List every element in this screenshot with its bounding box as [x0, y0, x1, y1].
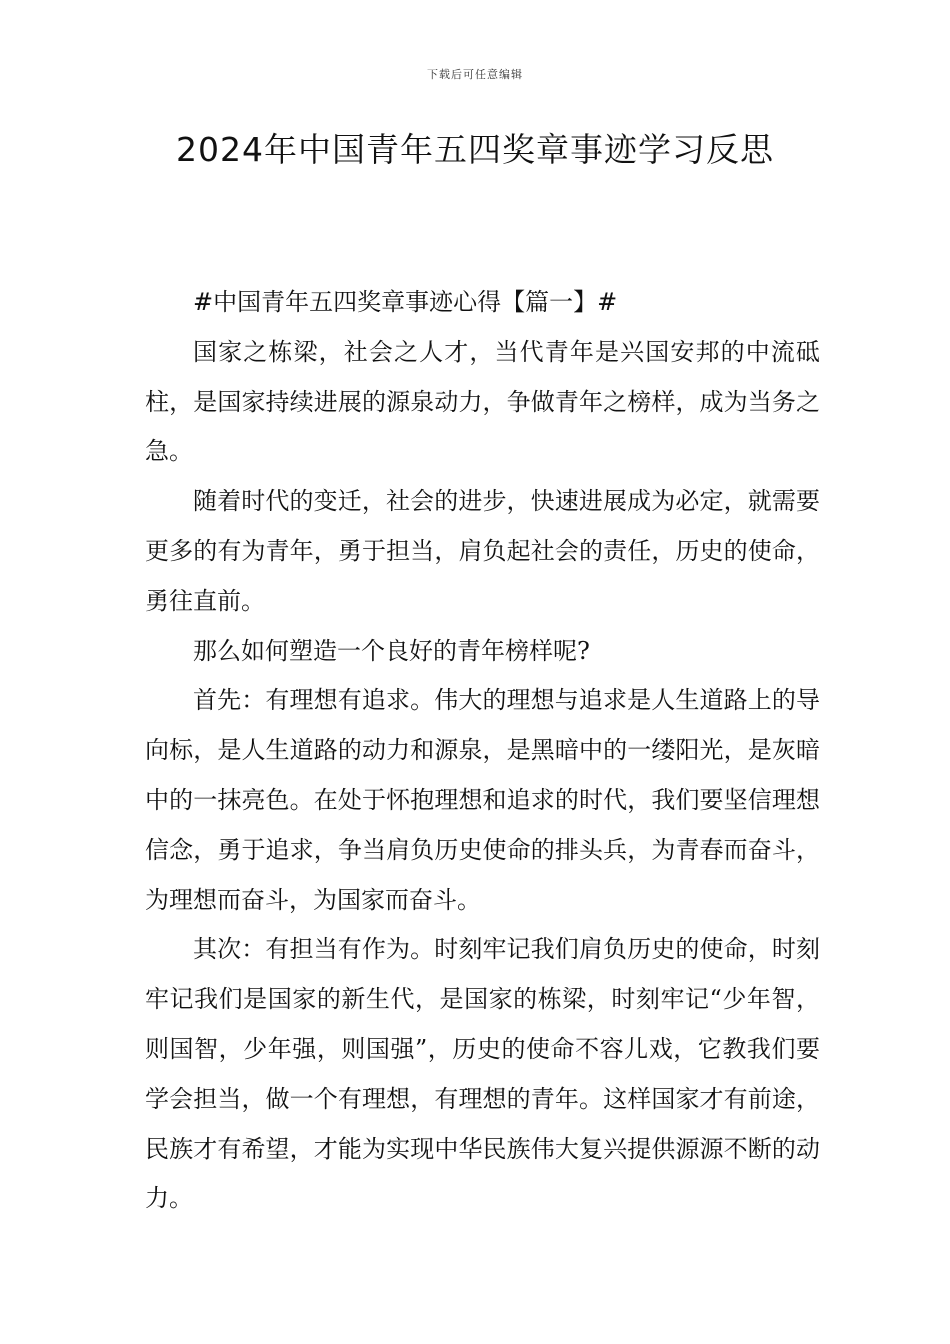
document-body — [145, 278, 820, 1224]
document-title: 2024年中国青年五四奖章事迹学习反思 — [176, 130, 774, 169]
paragraph-heading: #中国青年五四奖章事迹心得【篇一】# — [193, 288, 618, 316]
paragraph: 随着时代的变迁，社会的进步，快速进展成为必定，就需要更多的有为青年，勇于担当，肩负起社会的责任，历史的使命，勇往直前。 — [145, 487, 820, 615]
paragraph: 国家之栋梁，社会之人才，当代青年是兴国安邦的中流砥柱，是国家持续进展的源泉动力，争做青年之榜样，成为当务之急。 — [145, 337, 820, 466]
header-note: 下载后可任意编辑 — [427, 68, 523, 81]
paragraph: 那么如何塑造一个良好的青年榜样呢? — [193, 636, 590, 665]
paragraph: 首先：有理想有追求。伟大的理想与追求是人生道路上的导向标，是人生道路的动力和源泉，是黑暗中的一缕阳光，是灰暗中的一抹亮色。在处于怀抱理想和追求的时代，我们要坚信理想信念，勇于追求，争当肩负历史使命的排头兵，为青春而奋斗，为理想而奋斗，为国家而奋斗。 — [145, 686, 820, 914]
paragraph: 其次：有担当有作为。时刻牢记我们肩负历史的使命，时刻牢记我们是国家的新生代，是国家的栋梁，时刻牢记“少年智，则国智，少年强，则国强”，历史的使命不容儿戏，它教我们要学会担当，做一个有理想，有理想的青年。这样国家才有前途，民族才有希望，才能为实现中华民族伟大复兴提供源源不断的动力。 — [145, 935, 820, 1213]
